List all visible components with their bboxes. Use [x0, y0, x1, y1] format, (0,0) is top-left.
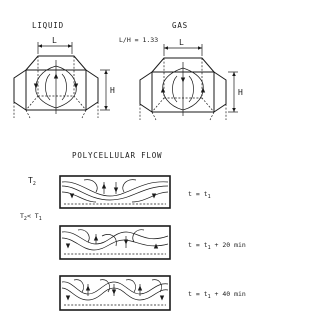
gas-dim-l: L	[179, 38, 184, 47]
flow-panel-3	[60, 276, 170, 310]
panel-2-time: $t = t_1 + 20$ min	[188, 241, 246, 251]
flow-panel-2	[60, 226, 170, 259]
t2-label: $T_2$	[28, 176, 36, 187]
panel-1-time: $t = t_1$	[188, 190, 211, 200]
polycellular-title: POLYCELLULAR FLOW	[72, 151, 163, 160]
gas-cell-drawing	[140, 44, 238, 120]
liquid-cell-drawing	[14, 42, 110, 118]
panel-3-time: $t = t_1 + 40$ min	[188, 290, 246, 300]
ratio-label: L/H = 1.33	[119, 36, 159, 44]
liquid-dim-h: H	[110, 86, 115, 95]
flow-panel-1	[60, 176, 170, 208]
gas-dim-h: H	[238, 88, 243, 97]
temperature-relation: $T_2< T_1$	[20, 212, 42, 222]
liquid-dim-l: L	[52, 36, 57, 45]
liquid-label: LIQUID	[32, 21, 64, 30]
gas-label: GAS	[172, 21, 188, 30]
